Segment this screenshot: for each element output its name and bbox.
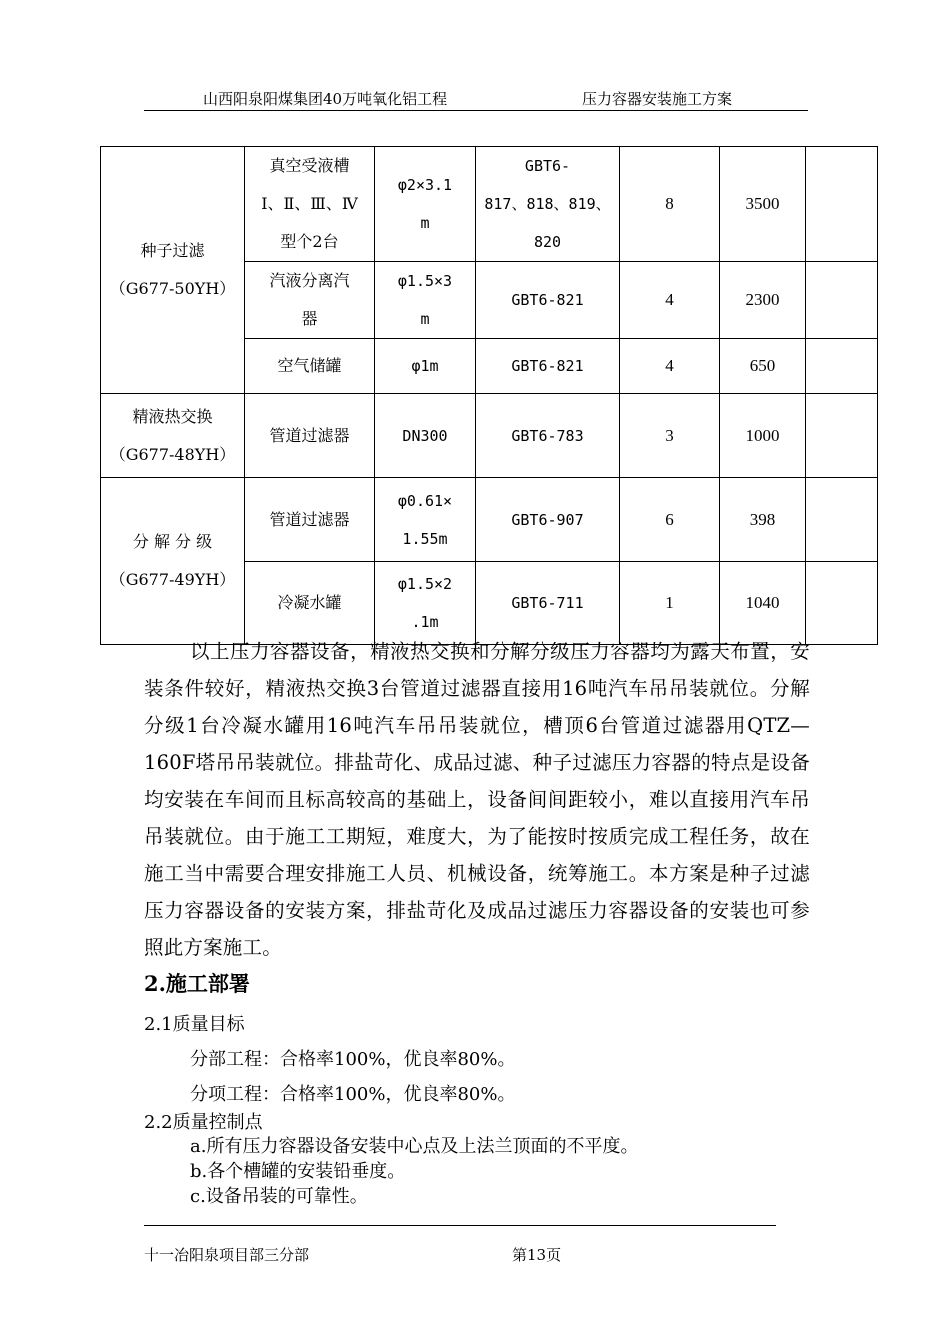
body-paragraph: 以上压力容器设备，精液热交换和分解分级压力容器均为露天布置，安装条件较好，精液热交换3台管道过滤器直接用16吨汽车吊吊装就位。分解分级1台冷凝水罐用16吨汽车吊吊装就位，槽顶6台管道过滤器用QTZ—160F塔吊吊装就位。排盐苛化、成品过滤、种子过滤压力容器的特点是设备均安装在车间而且标高较高的基础上，设备间间距较小，难以直接用汽车吊吊装就位。由于施工工期短，难度大，为了能按时按质完成工程任务，故在施工当中需要合理安排施工人员、机械设备，统筹施工。本方案是种子过滤压力容器设备的安装方案，排盐苛化及成品过滤压力容器设备的安装也可参照此方案施工。 xyxy=(144,640,810,959)
table-cell-spec: φ2×3.1 m xyxy=(375,147,476,262)
table-row xyxy=(101,394,878,478)
table-cell-equipment: 空气储罐 xyxy=(245,339,375,394)
table-cell-weight: 398 xyxy=(720,478,806,562)
table-cell-drawing: GBT6- 817、818、819、 820 xyxy=(476,147,620,262)
table-cell-system: 精液热交换 （G677-48YH） xyxy=(101,394,245,478)
table-cell-weight: 2300 xyxy=(720,262,806,339)
table-cell-equipment: 管道过滤器 xyxy=(245,394,375,478)
table-cell-qty: 1 xyxy=(620,562,720,645)
table-cell-note xyxy=(806,478,878,562)
table-cell-spec: φ1.5×2 .1m xyxy=(375,562,476,645)
subsection-quality-goal: 2.1质量目标 xyxy=(144,1014,245,1035)
control-item-c: c.设备吊装的可靠性。 xyxy=(190,1186,368,1207)
control-item-a: a.所有压力容器设备安装中心点及上法兰顶面的不平度。 xyxy=(190,1136,639,1157)
table-cell-spec: φ1m xyxy=(375,339,476,394)
table-cell-qty: 3 xyxy=(620,394,720,478)
body-paragraph-block xyxy=(144,633,810,966)
table-cell-drawing: GBT6-907 xyxy=(476,478,620,562)
header-rule xyxy=(144,110,808,111)
quality-goal-line-1: 分部工程：合格率100%，优良率80%。 xyxy=(190,1049,516,1070)
table-cell-weight: 1040 xyxy=(720,562,806,645)
table-cell-weight: 1000 xyxy=(720,394,806,478)
section-heading: 2.施工部署 xyxy=(144,971,250,996)
table-cell-note xyxy=(806,339,878,394)
table-cell-drawing: GBT6-821 xyxy=(476,262,620,339)
table-cell-equipment: 真空受液槽 Ⅰ、Ⅱ、Ⅲ、Ⅳ 型个2台 xyxy=(245,147,375,262)
table-row xyxy=(101,147,878,262)
table-cell-spec: DN300 xyxy=(375,394,476,478)
table-cell-qty: 6 xyxy=(620,478,720,562)
table-cell-note xyxy=(806,262,878,339)
table-cell-note xyxy=(806,394,878,478)
footer-rule xyxy=(144,1225,776,1226)
table-cell-qty: 8 xyxy=(620,147,720,262)
table-cell-equipment: 汽液分离汽 器 xyxy=(245,262,375,339)
table-cell-weight: 650 xyxy=(720,339,806,394)
equipment-table xyxy=(100,146,878,645)
table-cell-equipment: 冷凝水罐 xyxy=(245,562,375,645)
table-cell-qty: 4 xyxy=(620,262,720,339)
table-cell-drawing: GBT6-783 xyxy=(476,394,620,478)
table-row xyxy=(101,478,878,562)
table-cell-spec: φ0.61× 1.55m xyxy=(375,478,476,562)
table-cell-equipment: 管道过滤器 xyxy=(245,478,375,562)
table-cell-drawing: GBT6-711 xyxy=(476,562,620,645)
table-cell-note xyxy=(806,562,878,645)
subsection-quality-control: 2.2质量控制点 xyxy=(144,1112,263,1133)
table-cell-drawing: GBT6-821 xyxy=(476,339,620,394)
control-item-b: b.各个槽罐的安装铅垂度。 xyxy=(190,1161,406,1182)
footer-org: 十一冶阳泉项目部三分部 xyxy=(144,1246,310,1264)
table-cell-qty: 4 xyxy=(620,339,720,394)
header-doc-title: 压力容器安装施工方案 xyxy=(582,90,733,108)
table-cell-note xyxy=(806,147,878,262)
header-project: 山西阳泉阳煤集团40万吨氧化铝工程 xyxy=(203,90,448,108)
table-cell-spec: φ1.5×3 m xyxy=(375,262,476,339)
quality-goal-line-2: 分项工程：合格率100%，优良率80%。 xyxy=(190,1084,516,1105)
footer-page-number: 第13页 xyxy=(512,1246,562,1264)
table-cell-system: 种子过滤 （G677-50YH） xyxy=(101,147,245,394)
table-cell-system: 分 解 分 级 （G677-49YH） xyxy=(101,478,245,645)
table-cell-weight: 3500 xyxy=(720,147,806,262)
